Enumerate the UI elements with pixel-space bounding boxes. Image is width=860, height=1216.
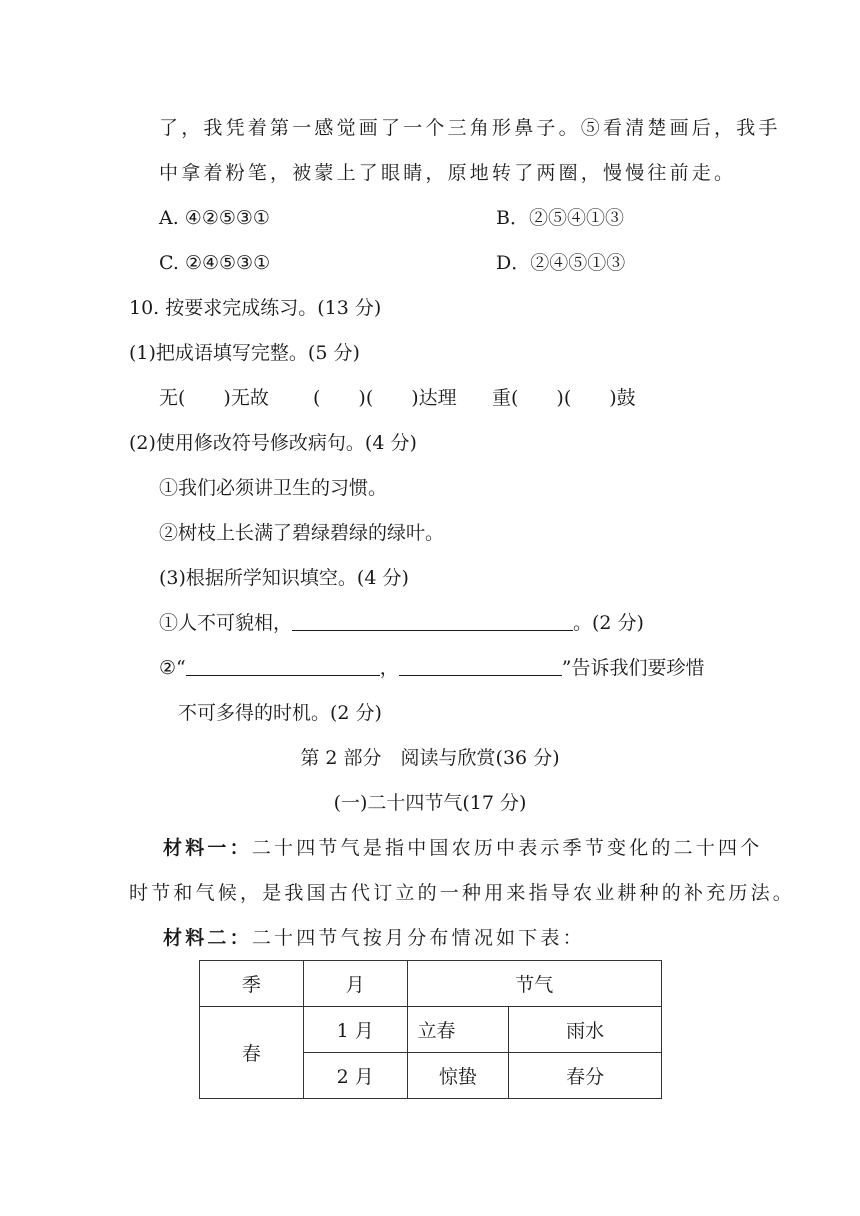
fill-2-suffix: ”告诉我们要珍惜 [561, 657, 705, 679]
fill-2-prefix: ②“ [159, 657, 186, 679]
material-1-text: 二十四节气是指中国农历中表示季节变化的二十四个 [251, 837, 763, 859]
answer-blank-1[interactable] [292, 610, 573, 631]
header-month: 月 [303, 961, 407, 1007]
month-cell: 1 月 [303, 1007, 407, 1053]
part2-heading: 第 2 部分 阅读与欣赏(36 分) [300, 747, 560, 769]
season-cell: 春 [200, 1007, 304, 1099]
option-c: C. ②④⑤③① [159, 252, 271, 274]
idiom-3: 重( )( )鼓 [492, 387, 636, 409]
option-b: B．②⑤④①③ [496, 207, 624, 229]
sentence-2: ②树枝上长满了碧绿碧绿的绿叶。 [159, 522, 445, 544]
material-2-text: 二十四节气按月分布情况如下表： [251, 927, 585, 949]
fill-1-prefix: ①人不可貌相， [159, 612, 293, 634]
material-2-label: 材料二： [163, 927, 252, 949]
q10-part1-title: (1)把成语填写完整。(5 分) [129, 342, 360, 364]
fill-2-middle: ， [379, 657, 399, 679]
q9-text-line-1: 了，我凭着第一感觉画了一个三角形鼻子。⑤看清楚画后，我手 [159, 117, 781, 139]
month-cell: 2 月 [303, 1053, 407, 1099]
q9-text-line-2: 中拿着粉笔，被蒙上了眼睛，原地转了两圈，慢慢往前走。 [159, 162, 737, 184]
table-row [200, 1007, 662, 1053]
fill-1-suffix: 。(2 分) [573, 612, 644, 634]
term-cell: 立春 [407, 1007, 509, 1053]
term-cell: 惊蛰 [407, 1053, 509, 1099]
answer-blank-2b[interactable] [399, 655, 562, 676]
term-cell: 雨水 [509, 1007, 662, 1053]
material-2-line [163, 924, 585, 952]
option-d: D．②④⑤①③ [496, 252, 626, 274]
material-1-line-1 [163, 834, 762, 862]
q10-title: 10. 按要求完成练习。(13 分) [129, 297, 382, 319]
q10-part3-title: (3)根据所学知识填空。(4 分) [159, 567, 409, 589]
header-season: 季 [200, 961, 304, 1007]
table-header-row [200, 961, 662, 1007]
answer-blank-2a[interactable] [186, 655, 380, 676]
fill-blank-1 [159, 609, 644, 637]
fill-2-continued: 不可多得的时机。(2 分) [178, 702, 382, 724]
idiom-1: 无( )无故 [159, 387, 269, 409]
solar-terms-table [199, 960, 662, 1099]
material-1-line-2: 时节和气候，是我国古代订立的一种用来指导农业耕种的补充历法。 [129, 882, 796, 904]
material-1-label: 材料一： [163, 837, 252, 859]
reading-section-title: (一)二十四节气(17 分) [333, 792, 527, 814]
q10-part2-title: (2)使用修改符号修改病句。(4 分) [129, 432, 417, 454]
idiom-2: ( )( )达理 [313, 387, 457, 409]
option-a: A. ④②⑤③① [159, 207, 270, 229]
term-cell: 春分 [509, 1053, 662, 1099]
sentence-1: ①我们必须讲卫生的习惯。 [159, 477, 388, 499]
fill-blank-2 [159, 654, 704, 682]
header-terms: 节气 [407, 961, 661, 1007]
